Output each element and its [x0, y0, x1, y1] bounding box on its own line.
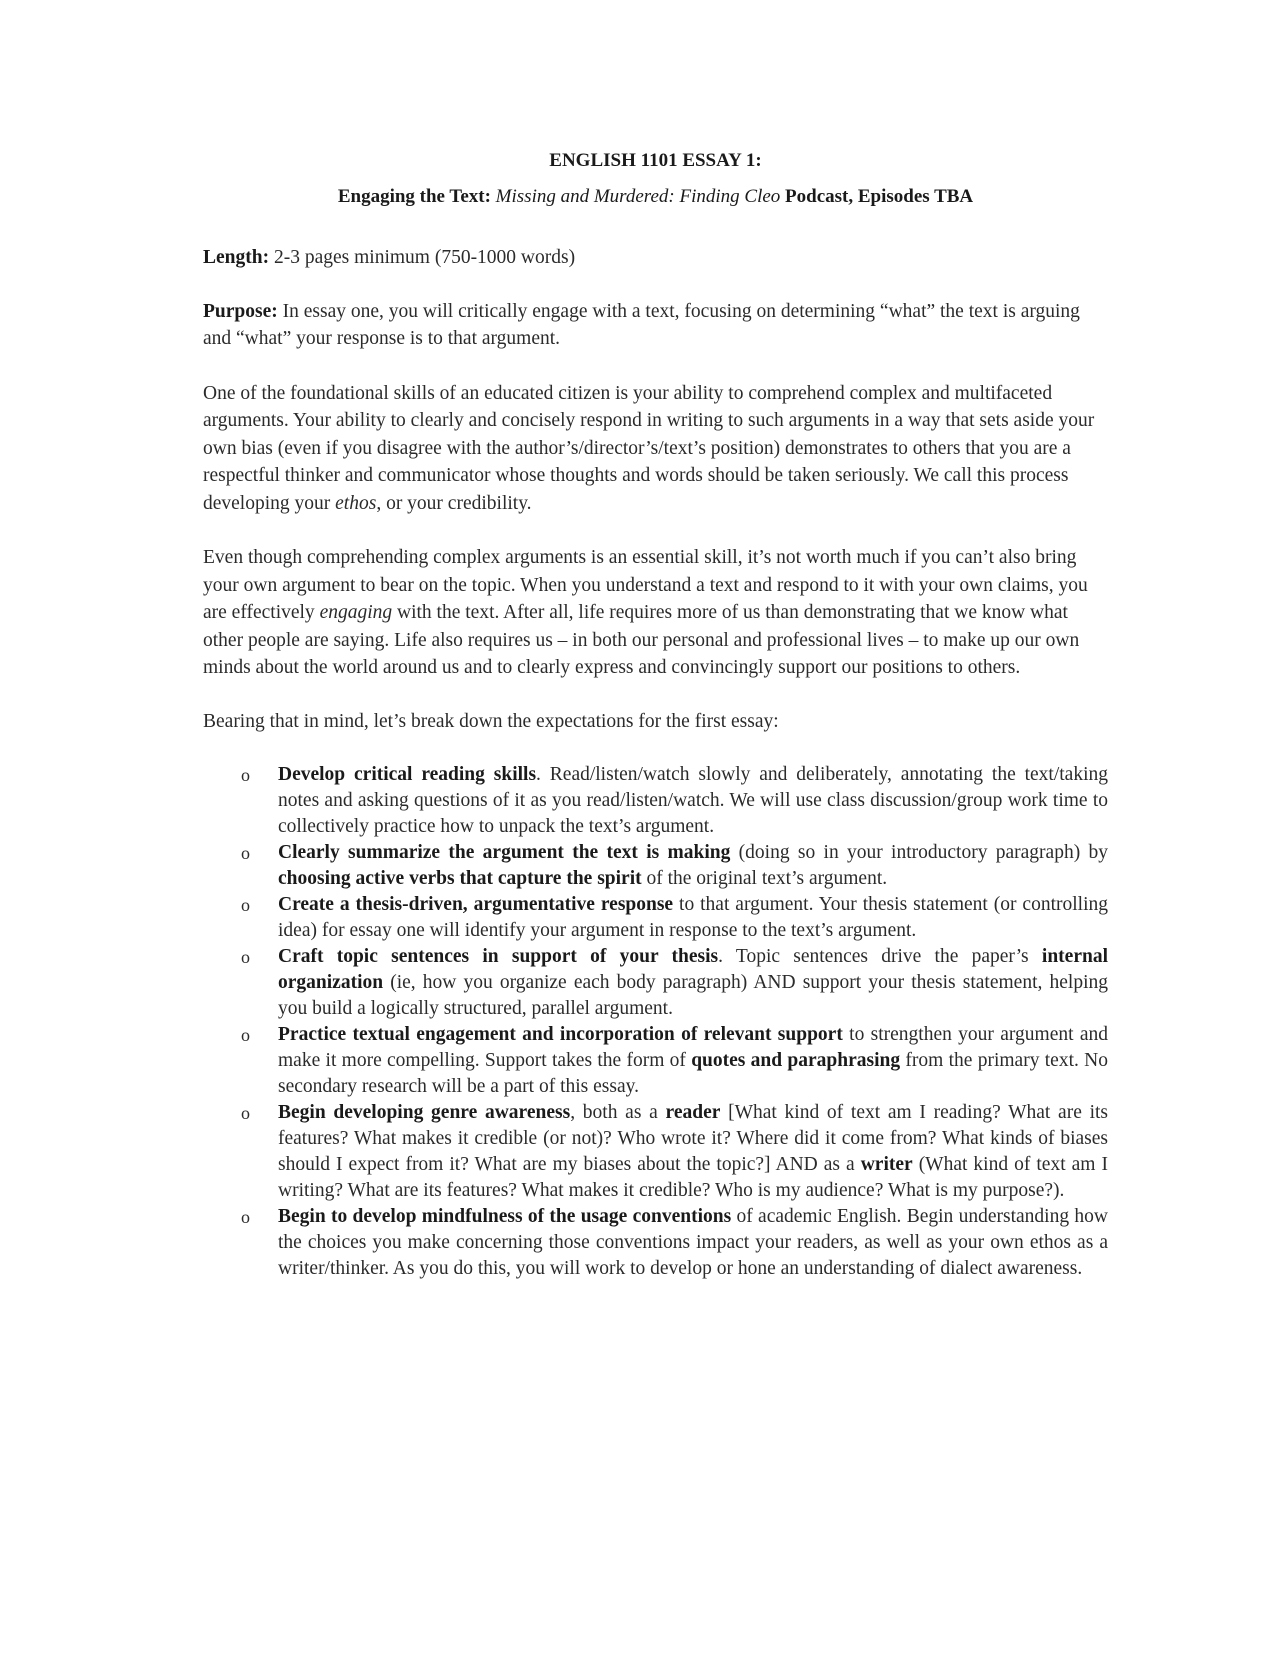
list-item-lead: Create a thesis-driven, argumentative response	[278, 894, 674, 915]
purpose-paragraph	[203, 298, 1108, 353]
foundational-paragraph	[203, 380, 1108, 518]
list-item-emphasis: reader	[665, 1102, 721, 1123]
list-item-text: (ie, how you organize each body paragraph) AND support your thesis statement, helping you build a logically structured, parallel argument.	[278, 972, 1108, 1019]
list-item	[203, 1022, 1108, 1100]
bullet-marker: o	[241, 765, 250, 785]
list-item-text: . Topic sentences drive the paper’s	[718, 946, 1042, 967]
purpose-text: In essay one, you will critically engage with a text, focusing on determining “what” the text is arguing and “what” your response is to that argument.	[203, 300, 1080, 349]
subtitle-prefix: Engaging the Text:	[337, 186, 496, 207]
list-item-text: . Read/listen/watch slowly and deliberately, annotating the text/taking notes and asking questions of it as you read/listen/watch. We will use class discussion/group work time to collectively practice how to unpack the text’s argument.	[278, 764, 1108, 837]
list-item-text: (doing so in your introductory paragraph) by	[730, 842, 1108, 863]
list-item	[203, 762, 1108, 840]
list-item	[203, 1204, 1108, 1282]
foundational-text-end: , or your credibility.	[376, 492, 532, 514]
list-item-lead: Develop critical reading skills	[278, 764, 537, 785]
bullet-marker: o	[241, 1207, 250, 1227]
list-item-text: to that argument. Your thesis statement (or controlling idea) for essay one will identify your argument in response to the text’s argument.	[278, 894, 1108, 941]
list-item	[203, 892, 1108, 944]
list-item-lead: Begin developing genre awareness	[278, 1102, 571, 1123]
engaging-text-end: with the text. After all, life requires more of us than demonstrating that we know what other people are saying. Life also requires us – in both our personal and professional lives – to make up our own minds about the world around us and to clearly express and convincingly support our positions to others.	[203, 602, 1080, 678]
bullet-marker: o	[241, 1025, 250, 1045]
essay-title: ENGLISH 1101 ESSAY 1:	[549, 150, 762, 171]
list-item-text: to strengthen your argument and make it more compelling. Support takes the form of	[278, 1024, 1108, 1071]
list-item-lead: Clearly summarize the argument the text is making	[278, 842, 731, 863]
list-item-text: of academic English. Begin understanding how the choices you make concerning those conventions impact your readers, as well as your own ethos as a writer/thinker. As you do this, you will work to develop or hone an understanding of dialect awareness.	[278, 1206, 1108, 1279]
bearing-paragraph: Bearing that in mind, let’s break down the expectations for the first essay:	[203, 710, 779, 732]
list-item-text: (What kind of text am I writing? What are its features? What makes it credible? Who is my audience? What is my purpose?).	[278, 1154, 1108, 1201]
engaging-paragraph	[203, 544, 1108, 682]
list-item-text: of the original text’s argument.	[641, 868, 888, 889]
list-item-text: [What kind of text am I reading? What are its features? What makes it credible (or not)? Who wrote it? Where did it come from? What kinds of biases should I expect from it? What are my biases about the topic?] AND as a	[278, 1102, 1108, 1175]
list-item-lead: Craft topic sentences in support of your thesis	[278, 946, 719, 967]
list-item-lead: Begin to develop mindfulness of the usage conventions	[278, 1206, 732, 1227]
essay-subtitle	[203, 184, 1108, 210]
engaging-text: Even though comprehending complex arguments is an essential skill, it’s not worth much if you can’t also bring your own argument to bear on the topic. When you understand a text and respond to it with your own claims, you are effectively	[203, 547, 1088, 623]
bullet-marker: o	[241, 895, 250, 915]
foundational-text: One of the foundational skills of an educated citizen is your ability to comprehend complex and multifaceted arguments. Your ability to clearly and concisely respond in writing to such arguments in a way that sets aside your own bias (even if you disagree with the author’s/director’s/text’s position) demonstrates to others that you are a respectful thinker and communicator whose thoughts and words should be taken seriously. We call this process developing your	[203, 382, 1095, 514]
list-item-emphasis: internal organization	[278, 946, 1108, 993]
subtitle-suffix: Podcast, Episodes TBA	[780, 186, 974, 207]
podcast-title: Missing and Murdered: Finding Cleo	[495, 186, 781, 207]
list-item-text: from the primary text. No secondary research will be a part of this essay.	[278, 1050, 1108, 1097]
list-item	[203, 840, 1108, 892]
length-paragraph	[203, 244, 1108, 272]
length-label: Length:	[203, 247, 270, 268]
bullet-marker: o	[241, 843, 250, 863]
list-item-emphasis: choosing active verbs that capture the spirit	[278, 868, 642, 889]
list-item-emphasis: writer	[860, 1154, 913, 1175]
ethos-term: ethos	[335, 492, 377, 514]
expectations-list	[203, 762, 1108, 1282]
list-item-lead: Practice textual engagement and incorporation of relevant support	[278, 1024, 843, 1045]
purpose-label: Purpose:	[203, 300, 278, 322]
list-item	[203, 1100, 1108, 1204]
list-item-text: , both as a	[570, 1102, 666, 1123]
document-page	[203, 148, 1108, 1282]
list-item-emphasis: quotes and paraphrasing	[691, 1050, 901, 1071]
engaging-term: engaging	[319, 602, 393, 623]
length-text: 2-3 pages minimum (750-1000 words)	[269, 247, 576, 268]
bullet-marker: o	[241, 1103, 250, 1123]
bullet-marker: o	[241, 947, 250, 967]
list-item	[203, 944, 1108, 1022]
